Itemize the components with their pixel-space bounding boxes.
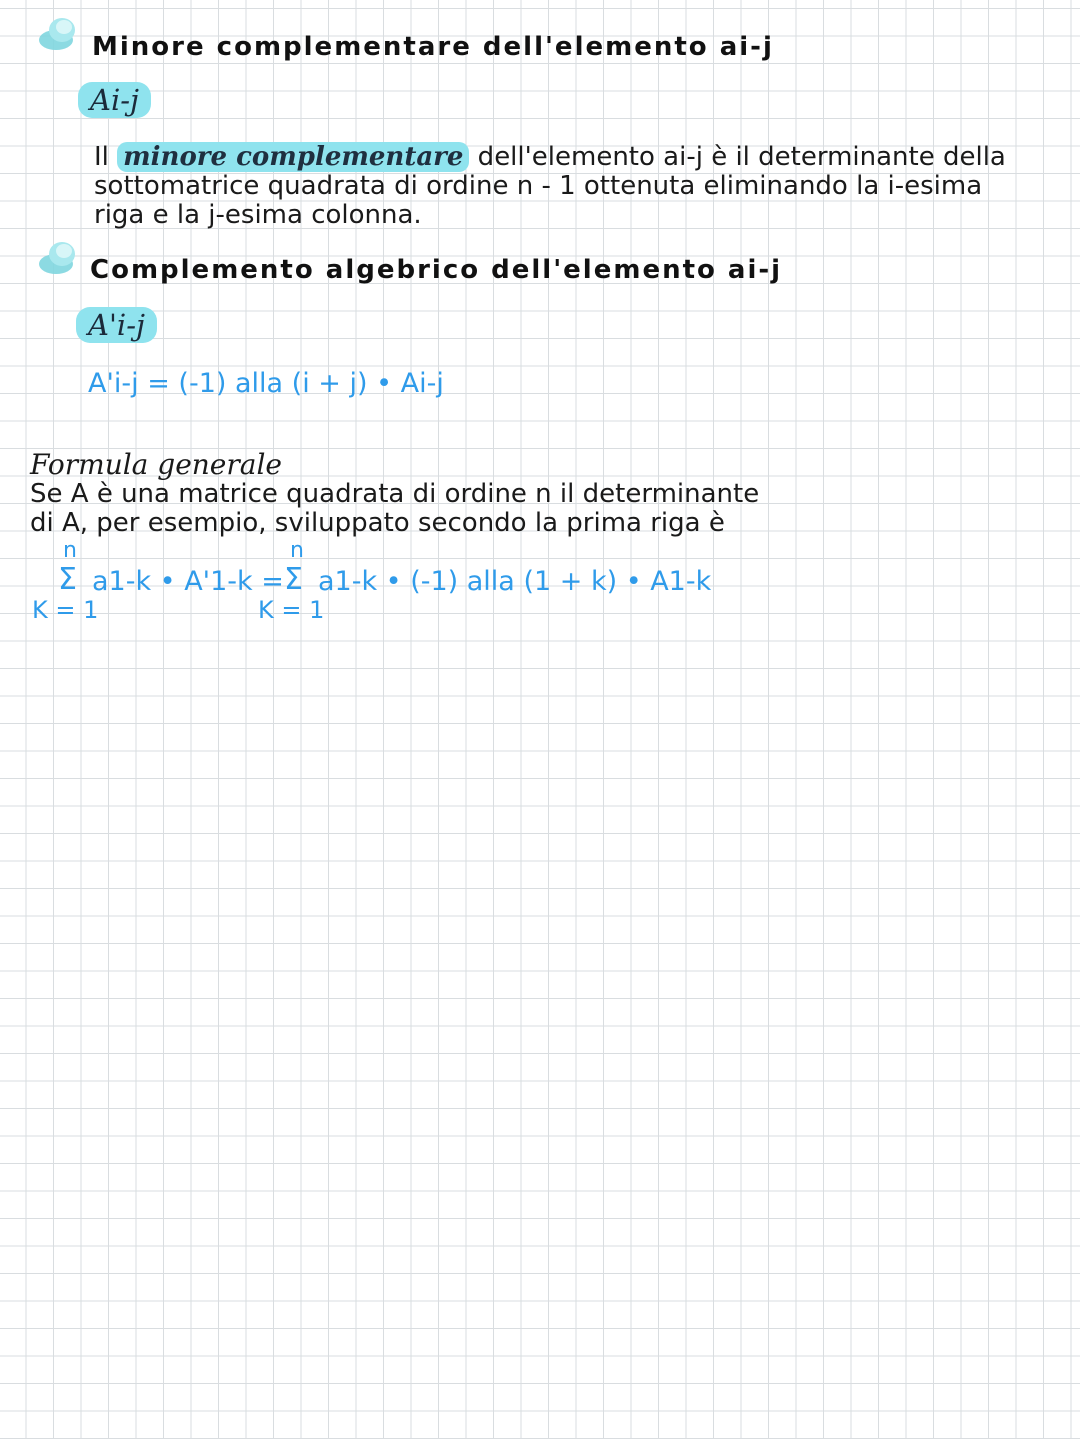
formula-generale-title: Formula generale bbox=[30, 448, 282, 481]
formula-generale-text bbox=[30, 480, 759, 538]
sigma-lower-1: K = 1 bbox=[32, 596, 99, 624]
formula-complemento-algebrico: A'i-j = (-1) alla (i + j) • Ai-j bbox=[88, 368, 444, 399]
formula-generale-line-1: Se A è una matrice quadrata di ordine n il determinante bbox=[30, 479, 760, 509]
sum-term-1: a1-k • A'1-k = bbox=[92, 566, 284, 597]
sigma-symbol-1: Σ bbox=[58, 562, 77, 597]
sum-term-2: a1-k • (-1) alla (1 + k) • A1-k bbox=[318, 566, 712, 597]
pushpin-icon bbox=[36, 238, 80, 278]
tag-ai-j: Ai-j bbox=[78, 82, 151, 118]
definition-line-3: riga e la j-esima colonna. bbox=[94, 200, 422, 230]
formula-generale-line-2: di A, per esempio, sviluppato secondo la prima riga è bbox=[30, 508, 725, 538]
definition-line-2: sottomatrice quadrata di ordine n - 1 ottenuta eliminando la i-esima bbox=[94, 171, 983, 201]
pushpin-icon bbox=[36, 14, 80, 54]
sigma-symbol-2: Σ bbox=[284, 562, 303, 597]
highlight-minore-complementare: minore complementare bbox=[117, 142, 469, 172]
definition-paragraph bbox=[94, 143, 1006, 230]
definition-line-1-rest: dell'elemento ai-j è il determinante della bbox=[469, 142, 1006, 172]
heading-minore-complementare: Minore complementare dell'elemento ai-j bbox=[92, 32, 774, 62]
heading-complemento-algebrico: Complemento algebrico dell'elemento ai-j bbox=[90, 255, 783, 285]
definition-line-1 bbox=[94, 143, 1006, 172]
definition-prefix: Il bbox=[94, 142, 118, 172]
tag-a-prime-i-j: A'i-j bbox=[76, 307, 157, 343]
sigma-upper-1: n bbox=[63, 538, 77, 563]
sigma-lower-2: K = 1 bbox=[258, 596, 325, 624]
sigma-upper-2: n bbox=[290, 538, 304, 563]
